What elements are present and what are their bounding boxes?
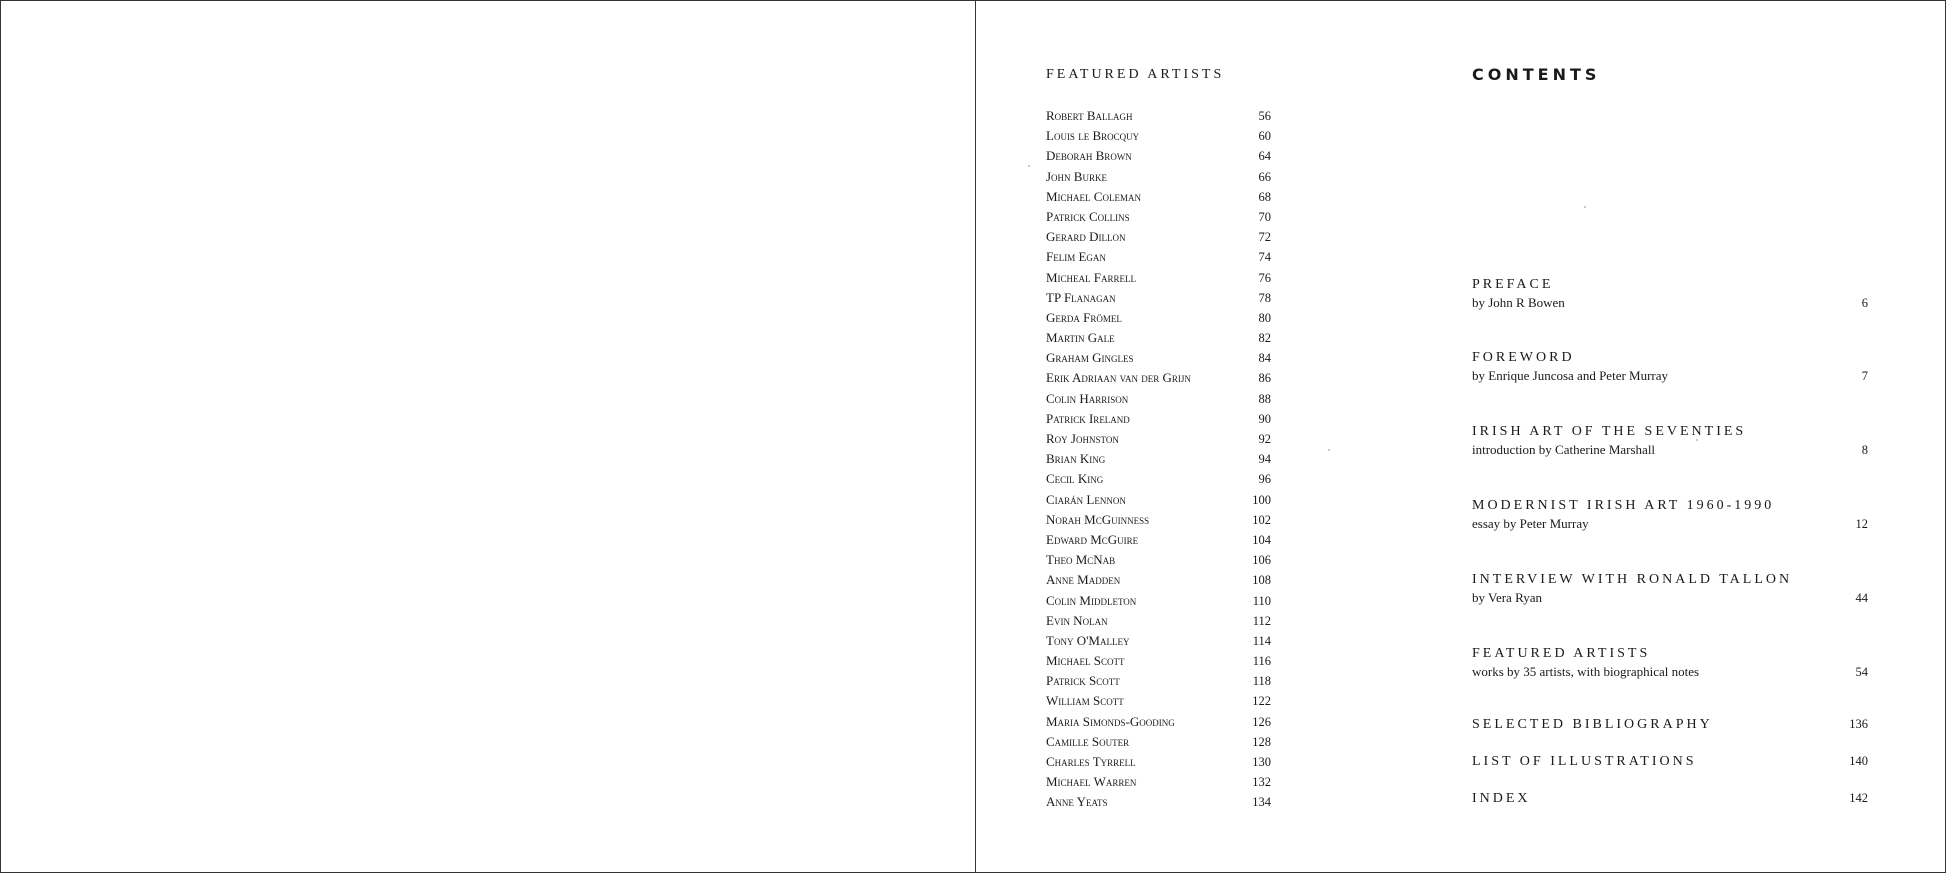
artist-page-number: 110 (1252, 593, 1271, 608)
artist-entry (1046, 310, 1271, 330)
artist-name: Colin Harrison (1046, 390, 1129, 406)
artist-page-number: 90 (1258, 411, 1271, 426)
contents-entry-subtitle-row (1472, 663, 1868, 681)
artist-entry (1046, 572, 1271, 592)
artist-entry (1046, 512, 1271, 532)
contents-entry (1472, 645, 1868, 681)
artist-page-number: 130 (1252, 755, 1271, 769)
artist-page-number: 74 (1258, 250, 1271, 265)
artist-entry (1046, 492, 1271, 512)
artist-name: Roy Johnston (1046, 431, 1119, 446)
artist-entry (1046, 431, 1271, 451)
contents-entry-line (1472, 716, 1868, 734)
artist-name: Martin Gale (1046, 330, 1115, 346)
artist-page-number: 60 (1258, 129, 1271, 144)
contents-entry (1472, 276, 1868, 312)
artist-page-number: 96 (1258, 472, 1271, 487)
artist-entry (1046, 350, 1271, 370)
artist-name: John Burke (1046, 168, 1107, 184)
artist-page-number: 100 (1252, 492, 1271, 507)
artist-name: Gerard Dillon (1046, 229, 1126, 245)
artist-name: Anne Yeats (1046, 794, 1108, 810)
contents-page-number: 140 (1849, 754, 1868, 768)
contents-entry-heading: MODERNIST IRISH ART 1960-1990 (1472, 498, 1775, 513)
artist-entry (1046, 471, 1271, 491)
artist-name: Evin Nolan (1046, 612, 1108, 628)
contents-entry-subtitle-row (1472, 589, 1868, 607)
artist-page-number: 80 (1258, 310, 1271, 325)
artist-name: Edward McGuire (1046, 531, 1139, 547)
contents-page-number: 7 (1861, 369, 1868, 383)
artist-name: Ciarán Lennon (1046, 491, 1126, 507)
artist-page-number: 78 (1258, 290, 1271, 305)
artist-page-number: 132 (1252, 775, 1271, 790)
left-page-blank (1, 1, 975, 872)
artist-page-number: 72 (1258, 230, 1271, 245)
artist-name: Camille Souter (1046, 733, 1130, 749)
paper-speck (1696, 439, 1698, 441)
artist-page-number: 68 (1258, 189, 1271, 204)
contents-title: CONTENTS (1472, 65, 1601, 84)
artist-entry (1046, 693, 1271, 713)
artist-entry (1046, 411, 1271, 431)
contents-entry-line (1472, 790, 1868, 808)
artist-page-number: 116 (1252, 654, 1271, 669)
artist-entry (1046, 270, 1271, 290)
contents-entry-subtitle: by Vera Ryan (1472, 590, 1543, 605)
contents-entry-subtitle: works by 35 artists, with biographical notes (1472, 664, 1700, 679)
artist-entry (1046, 653, 1271, 673)
artist-page-number: 106 (1252, 553, 1271, 568)
artist-page-number: 86 (1258, 371, 1271, 386)
contents-entry-heading: IRISH ART OF THE SEVENTIES (1472, 424, 1747, 439)
artist-entry (1046, 290, 1271, 310)
contents-entry-heading: SELECTED BIBLIOGRAPHY (1472, 717, 1713, 732)
artist-name: Cecil King (1046, 471, 1104, 487)
artist-page-number: 122 (1252, 694, 1271, 709)
contents-entry-heading: FOREWORD (1472, 350, 1575, 365)
artist-name: Theo McNab (1046, 552, 1116, 568)
artist-page-number: 134 (1252, 795, 1271, 810)
artist-page-number: 88 (1258, 391, 1271, 406)
artist-name: Brian King (1046, 451, 1106, 467)
contents-entry-subtitle-row (1472, 294, 1868, 312)
artist-page-number: 64 (1258, 149, 1271, 164)
artist-name: Robert Ballagh (1046, 108, 1133, 123)
artist-entry (1046, 189, 1271, 209)
artist-name: Erik Adriaan van der Grijn (1046, 370, 1191, 386)
contents-entry (1472, 423, 1868, 459)
artist-name: Micheal Farrell (1046, 269, 1137, 285)
artist-name: Norah McGuinness (1046, 511, 1150, 527)
artist-page-number: 112 (1252, 613, 1271, 628)
artist-name: Tony O'Malley (1046, 632, 1130, 648)
artist-page-number: 92 (1258, 432, 1271, 446)
artist-page-number: 82 (1258, 331, 1271, 346)
artist-name: Michael Warren (1046, 774, 1137, 790)
artist-name: Gerda Frömel (1046, 309, 1122, 325)
right-page (976, 1, 1945, 872)
contents-entry (1472, 349, 1868, 385)
artist-entry (1046, 229, 1271, 249)
contents-entry-heading: INDEX (1472, 791, 1531, 806)
contents-entry (1472, 790, 1868, 808)
featured-artists-list (1046, 108, 1271, 815)
artist-entry (1046, 391, 1271, 411)
artist-page-number: 66 (1258, 169, 1271, 184)
paper-speck (1584, 206, 1586, 208)
contents-entry-subtitle: by Enrique Juncosa and Peter Murray (1472, 368, 1669, 383)
artist-name: Patrick Scott (1046, 673, 1120, 689)
artist-page-number: 126 (1252, 714, 1271, 729)
artist-name: Michael Coleman (1046, 188, 1141, 204)
contents-entry (1472, 571, 1868, 607)
contents-entry-heading: FEATURED ARTISTS (1472, 646, 1651, 661)
artist-page-number: 84 (1258, 351, 1271, 366)
contents-page-number: 142 (1849, 791, 1868, 805)
artist-entry (1046, 209, 1271, 229)
artist-entry (1046, 552, 1271, 572)
contents-entry-subtitle-row (1472, 441, 1868, 459)
artist-page-number: 56 (1258, 109, 1271, 123)
artist-entry (1046, 754, 1271, 774)
artist-entry (1046, 714, 1271, 734)
artist-name: Patrick Ireland (1046, 410, 1130, 426)
contents-entry-subtitle-row (1472, 515, 1868, 533)
artist-name: Charles Tyrrell (1046, 754, 1136, 769)
artist-entry (1046, 613, 1271, 633)
contents-page-number: 54 (1855, 665, 1868, 679)
artist-page-number: 128 (1252, 734, 1271, 749)
contents-entry-heading: INTERVIEW WITH RONALD TALLON (1472, 572, 1793, 587)
contents-page-number: 6 (1861, 296, 1868, 310)
artist-name: Colin Middleton (1046, 592, 1137, 608)
contents-page-number: 44 (1855, 591, 1868, 605)
artist-page-number: 94 (1258, 452, 1271, 467)
contents-entry-heading: PREFACE (1472, 277, 1554, 292)
contents-page-number: 8 (1861, 443, 1868, 457)
artist-entry (1046, 249, 1271, 269)
contents-page-number: 136 (1849, 717, 1868, 731)
contents-entry-line (1472, 753, 1868, 771)
artist-entry (1046, 593, 1271, 613)
artist-name: Patrick Collins (1046, 208, 1130, 224)
artist-entry (1046, 370, 1271, 390)
featured-artists-heading: FEATURED ARTISTS (1046, 67, 1225, 82)
artist-name: Felim Egan (1046, 249, 1106, 265)
artist-page-number: 108 (1252, 573, 1271, 588)
artist-entry (1046, 794, 1271, 814)
artist-entry (1046, 774, 1271, 794)
artist-entry (1046, 673, 1271, 693)
artist-page-number: 118 (1252, 674, 1271, 689)
artist-name: TP Flanagan (1046, 289, 1116, 305)
contents-entry-subtitle: by John R Bowen (1472, 295, 1565, 310)
paper-speck (1028, 165, 1030, 167)
artist-entry (1046, 330, 1271, 350)
artist-page-number: 114 (1252, 633, 1271, 648)
artist-entry (1046, 734, 1271, 754)
paper-speck (1328, 449, 1330, 451)
artist-page-number: 76 (1258, 270, 1271, 285)
contents-entry (1472, 497, 1868, 533)
artist-entry (1046, 169, 1271, 189)
artist-name: Louis le Brocquy (1046, 128, 1140, 144)
artist-name: Maria Simonds-Gooding (1046, 713, 1175, 729)
artist-name: Graham Gingles (1046, 350, 1134, 366)
artist-page-number: 70 (1258, 209, 1271, 224)
artist-entry (1046, 128, 1271, 148)
contents-entry-subtitle: introduction by Catherine Marshall (1472, 442, 1656, 457)
contents-entry (1472, 716, 1868, 734)
artist-name: William Scott (1046, 693, 1124, 709)
artist-name: Deborah Brown (1046, 148, 1132, 164)
artist-page-number: 102 (1252, 512, 1271, 527)
artist-entry (1046, 148, 1271, 168)
artist-entry (1046, 532, 1271, 552)
artist-name: Anne Madden (1046, 572, 1121, 588)
contents-entry-subtitle: essay by Peter Murray (1472, 516, 1589, 531)
artist-page-number: 104 (1252, 532, 1271, 547)
artist-entry (1046, 108, 1271, 128)
contents-entry-heading: LIST OF ILLUSTRATIONS (1472, 754, 1697, 769)
contents-entry-subtitle-row (1472, 367, 1868, 385)
artist-entry (1046, 451, 1271, 471)
artist-entry (1046, 633, 1271, 653)
contents-page-number: 12 (1855, 517, 1868, 531)
contents-entry (1472, 753, 1868, 771)
artist-name: Michael Scott (1046, 653, 1125, 669)
